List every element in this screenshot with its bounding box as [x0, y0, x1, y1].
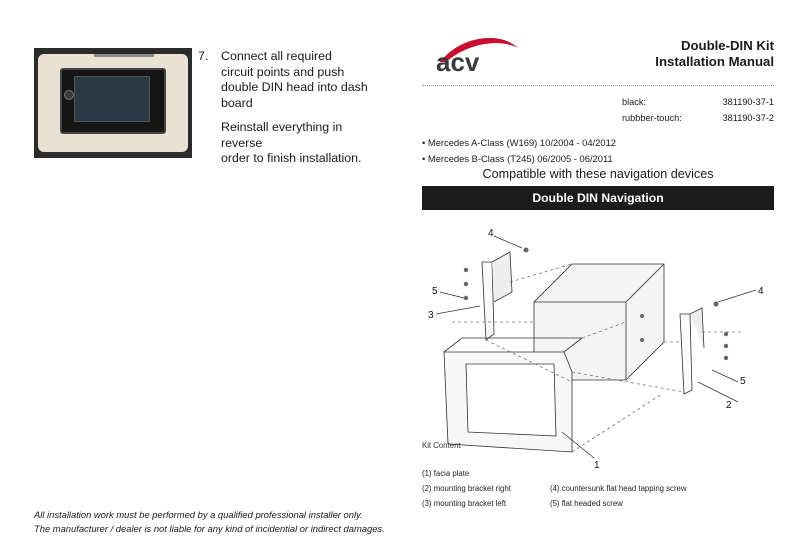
vehicle-item: • Mercedes A-Class (W169) 10/2004 - 04/2012 [422, 137, 617, 148]
step-line: circuit points and push [221, 64, 345, 79]
step-line: double DIN head into dash [221, 80, 368, 95]
left-bracket-tab [492, 252, 512, 302]
reinstall-line: Reinstall everything in reverse [221, 120, 343, 150]
step-number: 7. [198, 49, 209, 63]
vehicle-list [422, 135, 616, 167]
title-line: Double-DIN Kit [680, 38, 774, 53]
callout-4: 4 [488, 228, 494, 239]
reinstall-instruction [221, 120, 371, 167]
reinstall-line: order to finish installation. [221, 151, 362, 166]
kit-item: (2) mounting bracket right [422, 484, 511, 493]
callout-3: 3 [428, 310, 434, 321]
device-banner: Double DIN Navigation [422, 186, 774, 210]
step-line: Connect all required [221, 49, 332, 63]
code-value: 381190-37-2 [722, 113, 774, 123]
volume-knob [64, 90, 74, 100]
disclaimer [34, 508, 414, 536]
code-label: rubbber-touch: [622, 113, 682, 123]
callout-5: 5 [740, 376, 746, 387]
compat-heading: Compatible with these navigation devices [482, 167, 714, 181]
code-label: black: [622, 97, 647, 107]
vehicle-item: • Mercedes B-Class (T245) 06/2005 - 06/2011 [422, 153, 613, 164]
code-row [622, 94, 774, 110]
callout-1: 1 [594, 460, 600, 471]
kit-content-label: Kit Content [422, 441, 461, 450]
installation-photo [34, 48, 192, 158]
kit-item: (1) facia plate [422, 469, 470, 478]
code-value: 381190-37-1 [722, 97, 774, 107]
logo-text: acv [436, 47, 480, 74]
kit-item: (3) mounting bracket left [422, 499, 507, 508]
acv-logo [432, 38, 522, 74]
step-instruction [221, 49, 371, 111]
dash-vent [94, 54, 154, 57]
disclaimer-line: The manufacturer / dealer is not liable for any kind of incidential or indirect damages. [34, 523, 385, 534]
title-line: Installation Manual [655, 54, 774, 69]
header-divider [422, 85, 774, 86]
callout-5: 5 [432, 286, 438, 297]
document-title [655, 38, 774, 70]
code-row [622, 110, 774, 126]
callout-4: 4 [758, 286, 764, 297]
kit-item: (5) flat headed screw [550, 499, 623, 508]
callout-2: 2 [726, 400, 732, 411]
kit-item: (4) countersunk flat head tapping screw [550, 484, 687, 493]
step-line: board [221, 95, 253, 110]
disclaimer-line: All installation work must be performed by a qualified professional installer only. [34, 509, 363, 520]
facia-opening [466, 364, 556, 436]
head-unit-screen [74, 76, 150, 122]
article-codes [622, 94, 774, 126]
right-bracket [680, 314, 692, 394]
exploded-diagram [422, 222, 774, 472]
right-bracket-tab [690, 308, 704, 348]
left-bracket [482, 262, 494, 340]
